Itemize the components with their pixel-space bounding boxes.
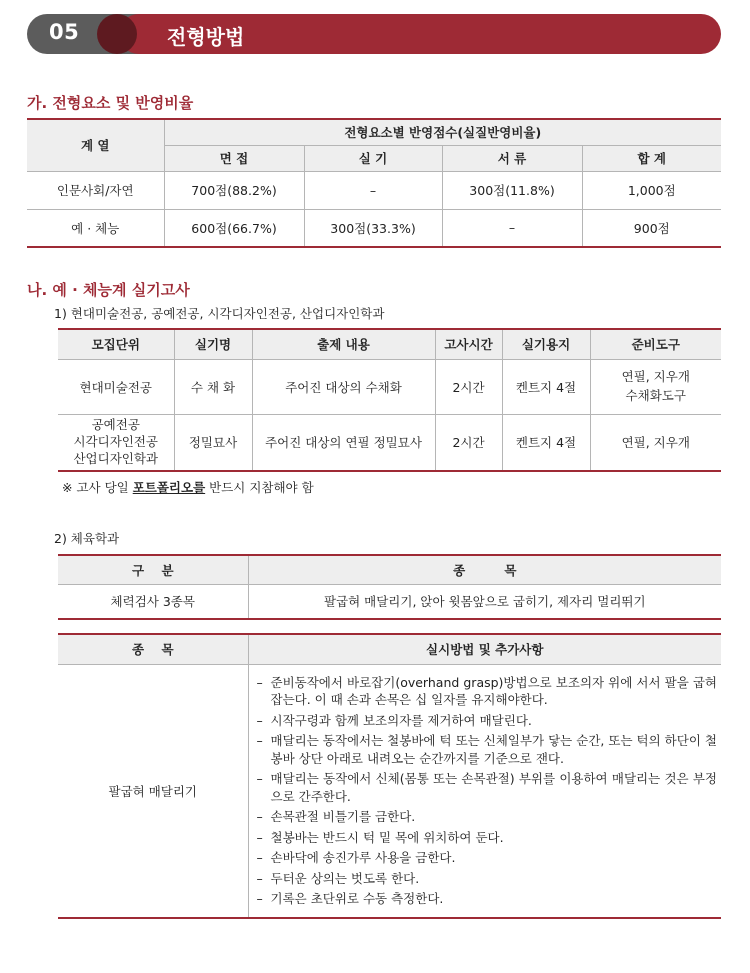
col-header-total: 합 계 [582, 145, 721, 171]
table-cell: 예 · 체능 [27, 209, 164, 247]
col-header-content: 출제 내용 [252, 329, 435, 359]
fitness-test-table [58, 554, 721, 620]
list-item: – 두터운 상의는 벗도록 한다. [257, 870, 718, 888]
method-details-cell [248, 664, 721, 918]
table-cell: 2시간 [435, 414, 502, 471]
table-cell [590, 359, 721, 414]
table-cell: 수 채 화 [174, 359, 252, 414]
tools-line: 수채화도구 [625, 387, 686, 403]
table-row [58, 359, 721, 414]
table-row [27, 209, 721, 247]
table-cell: 현대미술전공 [58, 359, 174, 414]
test-method-table [58, 633, 721, 919]
list-item: – 손목관절 비틀기를 금한다. [257, 808, 718, 826]
selection-ratio-table [27, 118, 721, 248]
col-header-interview: 면 접 [164, 145, 304, 171]
table-cell: 팔굽혀 매달리기 [58, 664, 248, 918]
list-item: – 매달리는 동작에서 신체(몸통 또는 손목관절) 부위를 이용하여 매달리는 것은 부정으로 간주한다. [257, 770, 718, 805]
heading-selection-elements: 가. 전형요소 및 반영비율 [27, 94, 194, 112]
table-cell: – [304, 171, 442, 209]
col-header-practical: 실 기 [304, 145, 442, 171]
table-row [58, 414, 721, 471]
table-cell: – [442, 209, 582, 247]
table-cell: 팔굽혀 매달리기, 앉아 윗몸앞으로 굽히기, 제자리 멀리뛰기 [248, 584, 721, 619]
list-item: – 기록은 초단위로 수동 측정한다. [257, 890, 718, 908]
table-cell: 연필, 지우개 [590, 414, 721, 471]
table-cell: 2시간 [435, 359, 502, 414]
section-title: 전형방법 [167, 25, 245, 49]
banner-circle-decoration [97, 14, 137, 54]
table-cell: 300점(33.3%) [304, 209, 442, 247]
list-item: – 손바닥에 송진가루 사용을 금한다. [257, 849, 718, 867]
table-cell: 700점(88.2%) [164, 171, 304, 209]
table-cell: 인문사회/자연 [27, 171, 164, 209]
table-cell: 정밀묘사 [174, 414, 252, 471]
note-prefix: ※ 고사 당일 [62, 480, 133, 495]
list-item: – 준비동작에서 바로잡기(overhand grasp)방법으로 보조의자 위에 서서 팔을 굽혀 잡는다. 이 때 손과 손목은 십 일자를 유지해야한다. [257, 674, 718, 709]
subheading-art-departments: 1) 현대미술전공, 공예전공, 시각디자인전공, 산업디자인학과 [54, 306, 385, 321]
col-header-exam-name: 실기명 [174, 329, 252, 359]
col-header-series: 계 열 [27, 119, 164, 171]
list-item: – 매달리는 동작에서는 철봉바에 턱 또는 신체일부가 닿는 순간, 또는 턱의 하단이 철봉바 상단 아래로 내려오는 순간까지를 기준으로 잰다. [257, 732, 718, 767]
col-header-tools: 준비도구 [590, 329, 721, 359]
col-header-category: 구 분 [58, 555, 248, 584]
note-suffix: 반드시 지참해야 함 [205, 480, 314, 495]
unit-line: 시각디자인전공 [73, 433, 159, 449]
col-header-time: 고사시간 [435, 329, 502, 359]
list-item: – 철봉바는 반드시 턱 밑 목에 위치하여 둔다. [257, 829, 718, 847]
table-cell: 체력검사 3종목 [58, 584, 248, 619]
col-header-unit: 모집단위 [58, 329, 174, 359]
section-banner [27, 14, 721, 54]
subheading-pe-department: 2) 체육학과 [54, 531, 120, 546]
table-cell: 주어진 대상의 수채화 [252, 359, 435, 414]
heading-practical-exam: 나. 예 · 체능계 실기고사 [27, 281, 190, 299]
col-header-paper: 실기용지 [502, 329, 590, 359]
col-header-documents: 서 류 [442, 145, 582, 171]
note-bold: 포트폴리오를 [132, 480, 206, 495]
method-details-list [257, 669, 718, 913]
col-header-events: 종 목 [248, 555, 721, 584]
table-row [58, 664, 721, 918]
tools-line: 연필, 지우개 [621, 368, 690, 384]
table-cell: 600점(66.7%) [164, 209, 304, 247]
table-cell [58, 414, 174, 471]
unit-line: 공예전공 [91, 416, 140, 432]
portfolio-note [62, 478, 314, 496]
table-cell: 900점 [582, 209, 721, 247]
col-header-group: 전형요소별 반영점수(실질반영비율) [164, 119, 721, 145]
table-row [58, 584, 721, 619]
table-cell: 주어진 대상의 연필 정밀묘사 [252, 414, 435, 471]
table-cell: 켄트지 4절 [502, 414, 590, 471]
col-header-event: 종 목 [58, 634, 248, 664]
table-row [27, 171, 721, 209]
section-number: 05 [49, 20, 80, 44]
col-header-method: 실시방법 및 추가사항 [248, 634, 721, 664]
table-cell: 1,000점 [582, 171, 721, 209]
practical-exam-table [58, 328, 721, 472]
table-cell: 300점(11.8%) [442, 171, 582, 209]
unit-line: 산업디자인학과 [73, 450, 159, 466]
list-item: – 시작구령과 함께 보조의자를 제거하여 매달린다. [257, 712, 718, 730]
table-cell: 켄트지 4절 [502, 359, 590, 414]
